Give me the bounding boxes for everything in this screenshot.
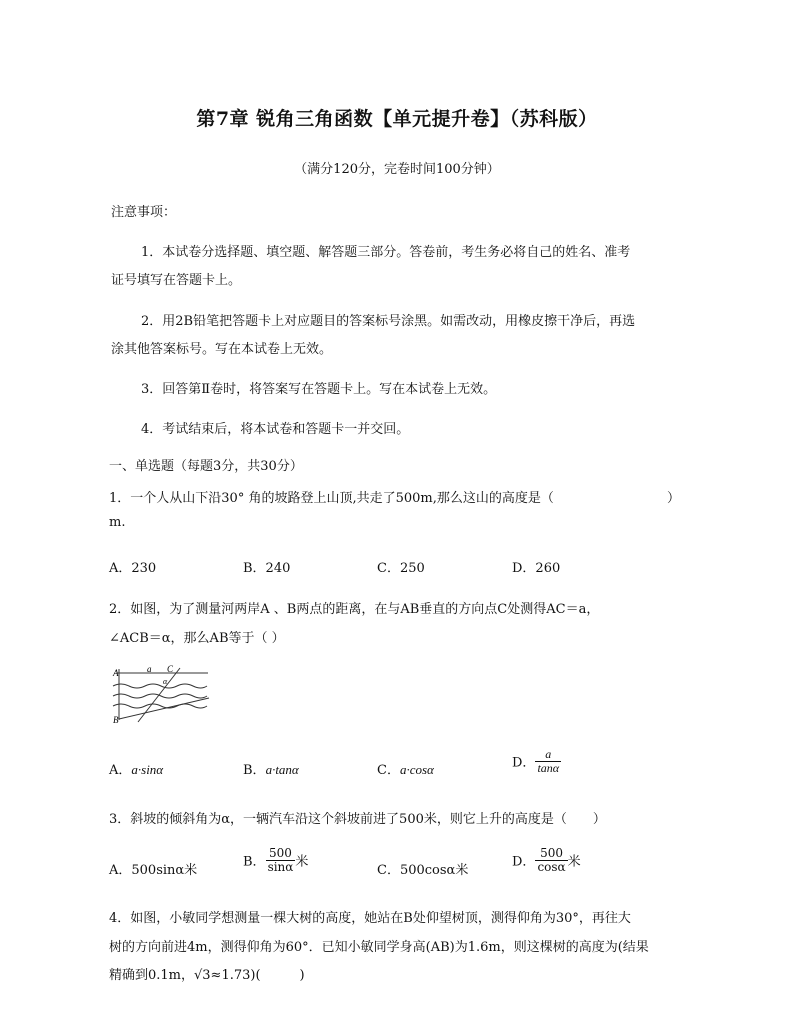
q1-option-b: B．240	[243, 561, 291, 576]
q3-option-b-fraction	[266, 847, 296, 873]
q1-option-a: A．230	[109, 561, 157, 576]
q3-option-d-numerator: 500	[535, 847, 567, 861]
q3-option-d-fraction	[535, 847, 567, 873]
q1-option-d: D．260	[512, 561, 561, 576]
q2-option-b-expr: a·tanα	[265, 762, 299, 777]
q2-figure-label-b-point: B	[113, 715, 119, 725]
q3-option-b-prefix: B．	[243, 854, 266, 870]
q3-option-a: A．500sinα米	[109, 863, 198, 878]
q4-line-3: 精确到0.1m，√3≈1.73)( )	[109, 968, 305, 983]
q3-option-d-denominator: cosα	[537, 859, 566, 874]
q4-line-2: 树的方向前进4m，测得仰角为60°．已知小敏同学身高(AB)为1.6m，则这棵树的高度为(结果	[109, 940, 649, 955]
q2-figure-label-a-length: a	[147, 664, 152, 674]
q2-option-a	[109, 759, 163, 778]
q2-figure-label-a-point: A	[113, 668, 119, 678]
notice-item-4: 4．考试结束后，将本试卷和答题卡一并交回。	[141, 422, 410, 437]
notice-item-3: 3．回答第Ⅱ卷时，将答案写在答题卡上。写在本试卷上无效。	[141, 382, 497, 397]
q2-line-2: ∠ACB＝α，那么AB等于（ ）	[109, 631, 285, 646]
q2-option-c-prefix: C．	[377, 763, 400, 778]
q2-option-c	[377, 759, 434, 778]
q2-option-c-expr: a·cosα	[399, 762, 434, 777]
q2-option-a-expr: a·sinα	[131, 762, 164, 777]
q2-line-1: 2．如图，为了测量河两岸A 、B两点的距离，在与AB垂直的方向点C处测得AC＝a，	[109, 602, 600, 617]
section-1-heading: 一、单选题（每题3分，共30分）	[109, 459, 303, 474]
q3-option-d-prefix: D．	[512, 854, 536, 870]
q2-option-d-prefix: D．	[512, 755, 536, 771]
notice-item-1-line-2: 证号填写在答题卡上。	[111, 273, 242, 288]
q2-figure-label-c-point: C	[167, 664, 174, 674]
q4-line-1: 4．如图，小敏同学想测量一棵大树的高度，她站在B处仰望树顶，测得仰角为30°，再往大	[109, 911, 631, 926]
q3-option-d	[512, 847, 581, 873]
notice-item-1-line-1: 1．本试卷分选择题、填空题、解答题三部分。答卷前，考生务必将自己的姓名、准考	[141, 245, 631, 260]
q2-option-d	[512, 748, 561, 774]
q3-option-b-numerator: 500	[266, 847, 296, 861]
q2-option-b	[243, 759, 299, 778]
page-title: 第7章 锐角三角函数【单元提升卷】（苏科版）	[196, 108, 598, 130]
notice-item-2-line-1: 2．用2B铅笔把答题卡上对应题目的答案标号涂黑。如需改动，用橡皮擦干净后，再选	[141, 314, 636, 329]
q1-line-1: 1．一个人从山下沿30° 角的坡路登上山顶,共走了500m,那么这山的高度是（	[109, 491, 554, 506]
q1-answer-paren-close: ）	[667, 491, 681, 506]
q3-option-b-unit: 米	[295, 854, 309, 870]
q2-figure-label-alpha: α	[163, 677, 168, 686]
q3-option-b-denominator: sinα	[267, 859, 294, 874]
q3-line-1: 3．斜坡的倾斜角为α，一辆汽车沿这个斜坡前进了500米，则它上升的高度是（ ）	[109, 812, 606, 827]
notice-heading: 注意事项：	[111, 205, 177, 220]
q2-option-b-prefix: B．	[243, 763, 266, 778]
q2-river-figure	[110, 664, 210, 726]
q2-option-a-prefix: A．	[109, 763, 132, 778]
q3-option-c: C．500cosα米	[377, 863, 469, 878]
q1-line-2: m.	[109, 515, 126, 530]
q2-option-d-numerator: a	[535, 748, 561, 762]
q2-option-d-fraction	[535, 748, 561, 774]
q3-option-d-unit: 米	[567, 854, 581, 870]
q1-option-c: C．250	[377, 561, 425, 576]
notice-item-2-line-2: 涂其他答案标号。写在本试卷上无效。	[111, 342, 333, 357]
page-subtitle: （满分120分，完卷时间100分钟）	[294, 162, 500, 177]
q2-option-d-denominator: tanα	[537, 760, 560, 775]
q3-option-b	[243, 847, 308, 873]
